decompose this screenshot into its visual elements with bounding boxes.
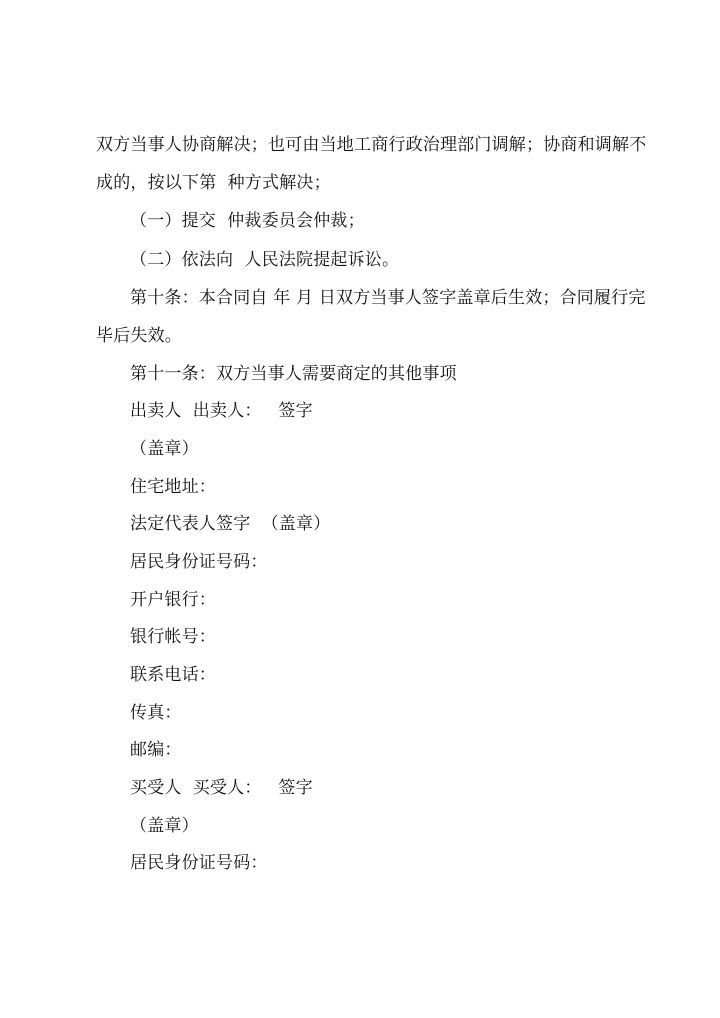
postcode-label: 邮编： [130, 740, 182, 760]
article-ten-line-2: 毕后失效。 [96, 326, 182, 346]
bank-name-label: 开户银行： [130, 590, 216, 610]
legal-representative-signature-label: 法定代表人签字 （盖章） [130, 514, 331, 534]
seller-id-number-label: 居民身份证号码： [130, 552, 268, 572]
buyer-signature-line: 买受人 买受人： 签字 [130, 778, 313, 798]
bank-account-label: 银行帐号： [130, 627, 216, 647]
seller-seal-label: （盖章） [130, 439, 199, 459]
article-ten-line-1: 第十条：本合同自 年 月 日双方当事人签字盖章后生效；合同履行完 [130, 288, 646, 308]
article-eleven: 第十一条：双方当事人需要商定的其他事项 [130, 364, 457, 384]
seller-address-label: 住宅地址： [130, 477, 216, 497]
option-litigation: （二）依法向 人民法院提起诉讼。 [130, 250, 400, 270]
paragraph-dispute-resolution-line-1: 双方当事人协商解决；也可由当地工商行政治理部门调解；协商和调解不 [96, 135, 647, 155]
paragraph-dispute-resolution-line-2: 成的，按以下第 种方式解决； [96, 173, 331, 193]
option-arbitration: （一）提交 仲裁委员会仲裁； [130, 211, 365, 231]
seller-signature-line: 出卖人 出卖人： 签字 [130, 401, 313, 421]
phone-label: 联系电话： [130, 665, 216, 685]
buyer-seal-label: （盖章） [130, 816, 199, 836]
fax-label: 传真： [130, 703, 182, 723]
buyer-id-number-label: 居民身份证号码： [130, 853, 268, 873]
